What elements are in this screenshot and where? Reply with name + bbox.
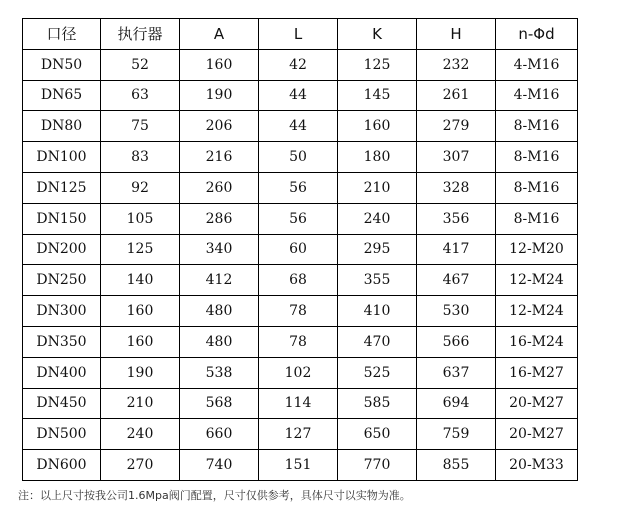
cell-nominal-diameter: DN400: [23, 357, 101, 388]
dimensions-table: [22, 18, 578, 481]
cell-a: 568: [180, 388, 259, 419]
cell-a: 660: [180, 419, 259, 450]
table-row: [23, 203, 578, 234]
cell-nominal-diameter: DN150: [23, 203, 101, 234]
table-row: [23, 265, 578, 296]
cell-a: 286: [180, 203, 259, 234]
cell-bolt-spec: 20-M27: [496, 419, 578, 450]
cell-actuator: 105: [101, 203, 180, 234]
cell-h: 232: [417, 49, 496, 80]
cell-h: 356: [417, 203, 496, 234]
cell-k: 180: [338, 142, 417, 173]
cell-nominal-diameter: DN200: [23, 234, 101, 265]
cell-h: 759: [417, 419, 496, 450]
cell-l: 44: [259, 111, 338, 142]
cell-h: 467: [417, 265, 496, 296]
cell-nominal-diameter: DN125: [23, 172, 101, 203]
cell-k: 525: [338, 357, 417, 388]
cell-nominal-diameter: DN50: [23, 49, 101, 80]
cell-l: 127: [259, 419, 338, 450]
cell-h: 279: [417, 111, 496, 142]
cell-actuator: 270: [101, 450, 180, 481]
header-row: [23, 19, 578, 50]
cell-l: 78: [259, 296, 338, 327]
cell-l: 151: [259, 450, 338, 481]
cell-actuator: 83: [101, 142, 180, 173]
cell-actuator: 160: [101, 296, 180, 327]
cell-nominal-diameter: DN450: [23, 388, 101, 419]
table-row: [23, 296, 578, 327]
header-l: L: [259, 19, 338, 50]
cell-bolt-spec: 20-M27: [496, 388, 578, 419]
cell-l: 68: [259, 265, 338, 296]
header-bolt-spec: n-Φd: [496, 19, 578, 50]
cell-nominal-diameter: DN80: [23, 111, 101, 142]
cell-l: 60: [259, 234, 338, 265]
cell-l: 114: [259, 388, 338, 419]
cell-actuator: 75: [101, 111, 180, 142]
cell-bolt-spec: 12-M24: [496, 296, 578, 327]
cell-a: 260: [180, 172, 259, 203]
cell-bolt-spec: 16-M27: [496, 357, 578, 388]
header-h: H: [417, 19, 496, 50]
header-nominal-diameter: 口径: [23, 19, 101, 50]
table-row: [23, 450, 578, 481]
cell-h: 637: [417, 357, 496, 388]
cell-k: 210: [338, 172, 417, 203]
cell-h: 855: [417, 450, 496, 481]
cell-h: 261: [417, 80, 496, 111]
cell-k: 470: [338, 326, 417, 357]
header-a: A: [180, 19, 259, 50]
cell-a: 480: [180, 326, 259, 357]
cell-k: 240: [338, 203, 417, 234]
cell-h: 530: [417, 296, 496, 327]
cell-k: 585: [338, 388, 417, 419]
cell-nominal-diameter: DN100: [23, 142, 101, 173]
cell-l: 50: [259, 142, 338, 173]
cell-nominal-diameter: DN250: [23, 265, 101, 296]
cell-a: 740: [180, 450, 259, 481]
cell-actuator: 63: [101, 80, 180, 111]
cell-k: 160: [338, 111, 417, 142]
table-row: [23, 49, 578, 80]
cell-bolt-spec: 8-M16: [496, 203, 578, 234]
cell-h: 307: [417, 142, 496, 173]
cell-k: 125: [338, 49, 417, 80]
cell-k: 145: [338, 80, 417, 111]
table-row: [23, 172, 578, 203]
cell-l: 56: [259, 203, 338, 234]
table-row: [23, 326, 578, 357]
cell-bolt-spec: 12-M20: [496, 234, 578, 265]
cell-l: 44: [259, 80, 338, 111]
cell-bolt-spec: 20-M33: [496, 450, 578, 481]
cell-a: 340: [180, 234, 259, 265]
cell-l: 102: [259, 357, 338, 388]
cell-nominal-diameter: DN300: [23, 296, 101, 327]
cell-a: 160: [180, 49, 259, 80]
cell-k: 410: [338, 296, 417, 327]
cell-actuator: 52: [101, 49, 180, 80]
cell-nominal-diameter: DN500: [23, 419, 101, 450]
cell-bolt-spec: 8-M16: [496, 172, 578, 203]
cell-h: 417: [417, 234, 496, 265]
cell-l: 78: [259, 326, 338, 357]
cell-a: 538: [180, 357, 259, 388]
cell-bolt-spec: 8-M16: [496, 142, 578, 173]
cell-k: 770: [338, 450, 417, 481]
cell-bolt-spec: 4-M16: [496, 80, 578, 111]
cell-actuator: 92: [101, 172, 180, 203]
footnote: 注：以上尺寸按我公司1.6Mpa阀门配置，尺寸仅供参考，具体尺寸以实物为准。: [18, 489, 411, 502]
cell-k: 355: [338, 265, 417, 296]
cell-a: 480: [180, 296, 259, 327]
cell-bolt-spec: 12-M24: [496, 265, 578, 296]
cell-h: 328: [417, 172, 496, 203]
cell-a: 206: [180, 111, 259, 142]
cell-actuator: 140: [101, 265, 180, 296]
cell-a: 216: [180, 142, 259, 173]
cell-actuator: 210: [101, 388, 180, 419]
cell-k: 650: [338, 419, 417, 450]
table-row: [23, 357, 578, 388]
cell-nominal-diameter: DN350: [23, 326, 101, 357]
header-actuator: 执行器: [101, 19, 180, 50]
cell-k: 295: [338, 234, 417, 265]
table-row: [23, 80, 578, 111]
table-row: [23, 142, 578, 173]
cell-actuator: 240: [101, 419, 180, 450]
cell-h: 694: [417, 388, 496, 419]
cell-bolt-spec: 8-M16: [496, 111, 578, 142]
cell-a: 412: [180, 265, 259, 296]
cell-bolt-spec: 4-M16: [496, 49, 578, 80]
table-row: [23, 111, 578, 142]
table-row: [23, 419, 578, 450]
cell-l: 56: [259, 172, 338, 203]
cell-l: 42: [259, 49, 338, 80]
cell-nominal-diameter: DN600: [23, 450, 101, 481]
table-row: [23, 388, 578, 419]
table-body: [23, 49, 578, 480]
cell-actuator: 160: [101, 326, 180, 357]
cell-a: 190: [180, 80, 259, 111]
cell-actuator: 190: [101, 357, 180, 388]
table-row: [23, 234, 578, 265]
cell-h: 566: [417, 326, 496, 357]
cell-actuator: 125: [101, 234, 180, 265]
cell-bolt-spec: 16-M24: [496, 326, 578, 357]
cell-nominal-diameter: DN65: [23, 80, 101, 111]
header-k: K: [338, 19, 417, 50]
